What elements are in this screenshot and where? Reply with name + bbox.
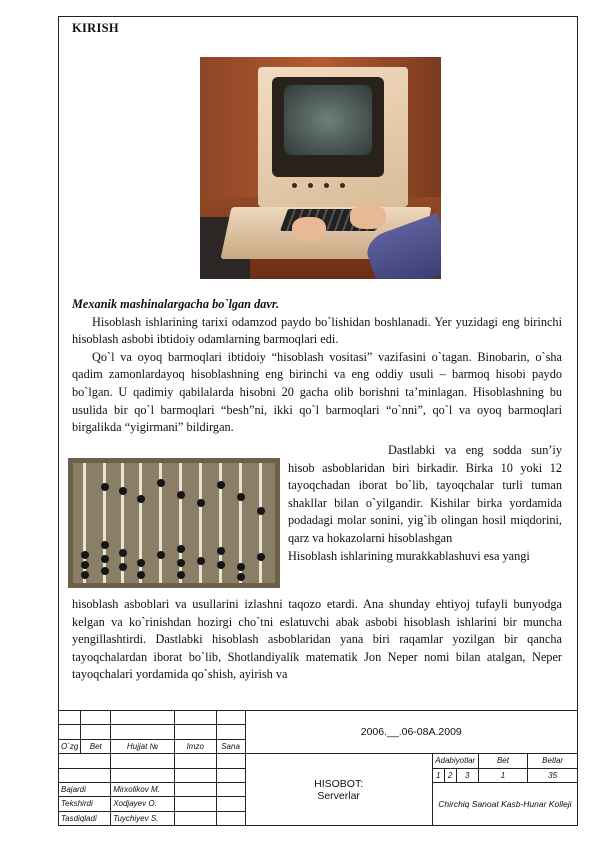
report-subtitle: Serverlar	[317, 789, 360, 802]
role-person: Xodjayev O.	[111, 797, 175, 811]
abacus-photo	[68, 458, 280, 588]
col-header: O`zg	[59, 739, 81, 753]
paragraph-2: Qo`l va oyoq barmoqlari ibtidoiy “hisoblash vositasi” vazifasini o`tagan. Binobarin, o`sha qadim zamonlardayoq hisoblashning eng birinchi va eng oddiy usuli – barmoq hisobi paydo bo`lgan. U qadimiy qabilalarda hisobni 20 gacha olib borishni ta’minlagan. Hisoblashning bu usulida bir qo`l barmoqlari “besh”ni, ikki qo`l barmoqlari “o`nni”, qo`l va oyoq barmoqlari birgalikda “yigirmani” bildirgan.	[72, 349, 562, 435]
pages-header: Betlar	[528, 754, 578, 768]
page-number: 1	[478, 768, 528, 782]
role-label: Tekshirdi	[59, 797, 111, 811]
col-header: Imzo	[174, 739, 216, 753]
page-header: Bet	[478, 754, 528, 768]
section-title: Mexanik mashinalargacha bo`lgan davr.	[72, 297, 280, 311]
computer-photo	[200, 57, 441, 279]
role-person: Tuychiyev S.	[111, 811, 175, 825]
col-header: Sana	[216, 739, 245, 753]
col-header: Bet	[81, 739, 111, 753]
page-heading: KIRISH	[72, 21, 119, 35]
report-title: HISOBOT:	[314, 777, 364, 790]
role-person: Mirxolikov M.	[111, 782, 175, 796]
organization: Chirchiq Sanoat Kasb-Hunar Kolleji	[432, 782, 577, 825]
role-label: Bajardi	[59, 782, 111, 796]
literature-cell: 3	[456, 768, 478, 782]
paragraph-4-start: Hisoblash ishlarining murakkablashuvi esa yangi	[288, 548, 530, 563]
paragraph-4-rest: hisoblash asboblari va usullarini izlashni taqozo etardi. Ana shunday ehtiyoj tufayli bunyodga kelgan va ko`rinishdan hozirgi cho`tni eslatuvchi abak asbobi hisoblash ishlarini bir muncha yengillashtirdi. Dastlabki hisoblash asboblaridan yana biri raqamlar yozilgan bir qancha tayoqchalardan iborat bo`lib, Shotlandiyalik matematik Jon Neper nomi bilan atalgan, Neper tayoqchalari yordamida qo`shish, ayirish va	[72, 597, 562, 682]
literature-cell: 1	[432, 768, 444, 782]
document-code: 2006.__.06-08A.2009	[245, 711, 577, 754]
literature-cell: 2	[444, 768, 456, 782]
paragraph-1: Hisoblash ishlarining tarixi odamzod paydo bo`lishidan boshlanadi. Yer yuzidagi eng birinchi hisoblash asbobi ibtidoiy odamlarning barmoqlari edi.	[72, 314, 562, 347]
col-header: Hujjat №	[111, 739, 175, 753]
paragraph-3: Dastlabki va eng sodda sun’iy hisob asboblaridan biri birkadir. Birka 10 yoki 12 tayoqchadan iborat bo`lib, tayoqchalar turli tuman shakllar bilan o`yilgandir. Kishilar birka yordamida podadagi molar sonini, yig`ib olingan hosil miqdorini, qarz va hokazolarni hisoblashgan	[288, 443, 562, 545]
bottom-text	[72, 596, 562, 684]
side-text	[288, 442, 562, 565]
pages-count: 35	[528, 768, 578, 782]
title-block	[58, 710, 578, 826]
intro-text	[72, 296, 562, 437]
role-label: Tasdiqladi	[59, 811, 111, 825]
report-title-cell	[245, 754, 432, 826]
literature-header: Adabiyotlar	[432, 754, 478, 768]
